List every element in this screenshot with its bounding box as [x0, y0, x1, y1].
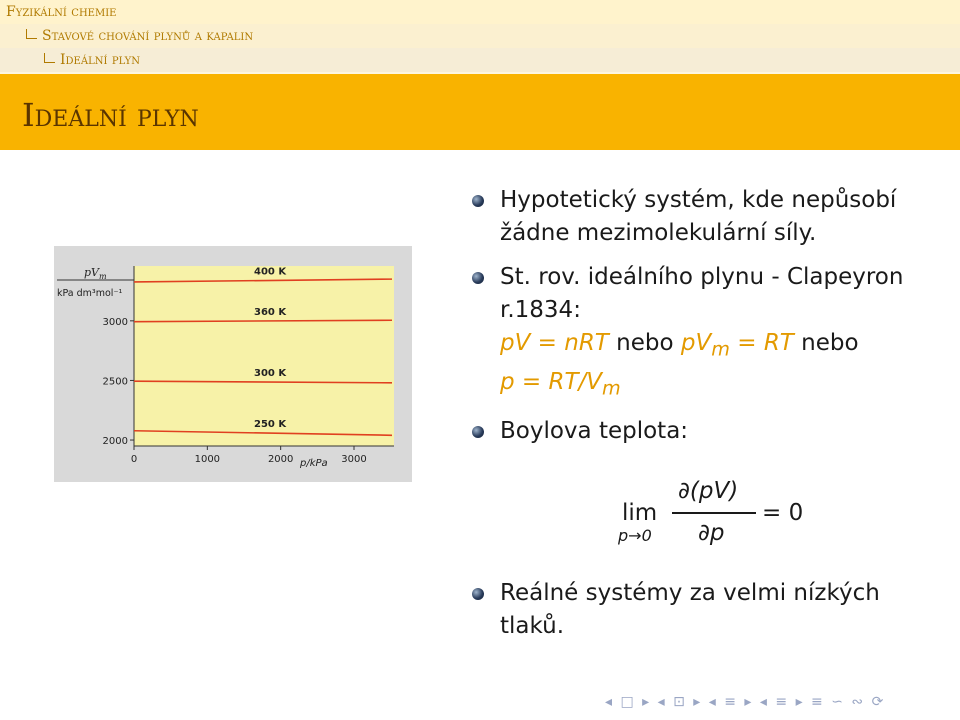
x-tick-label: 1000 [194, 454, 221, 465]
boyle-limit-formula [616, 472, 836, 556]
isotherm-chart [54, 246, 412, 482]
y-tick-label: 2000 [102, 436, 128, 448]
chart-figure [54, 246, 412, 482]
bullet-item [472, 415, 942, 448]
bullet-item [472, 577, 942, 643]
series-label: 300 K [254, 367, 287, 379]
bullet-item [472, 261, 942, 404]
fraction-numerator: ∂(pV) [678, 478, 739, 504]
tree-connector-icon [26, 29, 37, 39]
bullet-text: St. rov. ideálního plynu - Clapeyron [500, 264, 904, 290]
x-tick-label: 0 [130, 454, 138, 465]
series-label: 360 K [254, 306, 287, 318]
breadcrumb-level3[interactable] [0, 48, 960, 72]
breadcrumb-level1-label: Fyzikální chemie [6, 4, 117, 20]
series-label: 250 K [254, 419, 287, 431]
y-tick-label: 3000 [102, 316, 128, 328]
bullet-icon [472, 426, 484, 438]
breadcrumb-level2-label: Stavové chování plynů a kapalin [42, 28, 254, 44]
fraction-denominator: ∂p [698, 520, 725, 546]
bullet-item [472, 184, 942, 250]
limit-under: p→0 [618, 526, 652, 545]
breadcrumb [0, 0, 960, 74]
bullet-icon [472, 195, 484, 207]
limit-rhs: = 0 [762, 500, 804, 526]
bullet-text: Reálné systémy za velmi nízkých tlaků. [500, 580, 880, 640]
bullet-icon [472, 272, 484, 284]
beamer-nav-symbols[interactable]: ◂ □ ▸ ◂ ⊡ ▸ ◂ ≡ ▸ ◂ ≡ ▸ ≡ ∽ ∾ ⟳ [605, 694, 886, 710]
tree-connector-icon [44, 53, 55, 63]
x-tick-label: 2000 [267, 454, 294, 465]
slide-content [472, 184, 942, 654]
bullet-text: Boylova teplota: [500, 418, 689, 445]
bullet-icon [472, 588, 484, 600]
fraction-bar [672, 512, 756, 514]
breadcrumb-level2[interactable] [0, 24, 960, 48]
title-bar [0, 74, 960, 150]
bullet-text: r.1834: [500, 297, 581, 323]
slide-title: Ideální plyn [22, 96, 199, 134]
y-tick-label: 2500 [102, 376, 128, 388]
breadcrumb-level1[interactable] [0, 0, 960, 24]
series-label: 400 K [254, 266, 287, 278]
breadcrumb-level3-label: Ideální plyn [60, 52, 140, 68]
limit-label: lim [622, 500, 658, 526]
clapeyron-equation: pV = nRT nebo $pV_m$ = RT nebo $p = RT/V_m$ [500, 330, 859, 400]
bullet-text: Hypotetický systém, kde nepůsobí žádne mezimolekulární síly. [500, 187, 897, 246]
x-tick-label: 3000 [341, 454, 367, 465]
ylabel-top: $pV_m$ [84, 266, 107, 281]
xlabel: p/kPa [300, 458, 328, 469]
ylabel-unit: kPa dm³mol⁻¹ [57, 288, 123, 299]
